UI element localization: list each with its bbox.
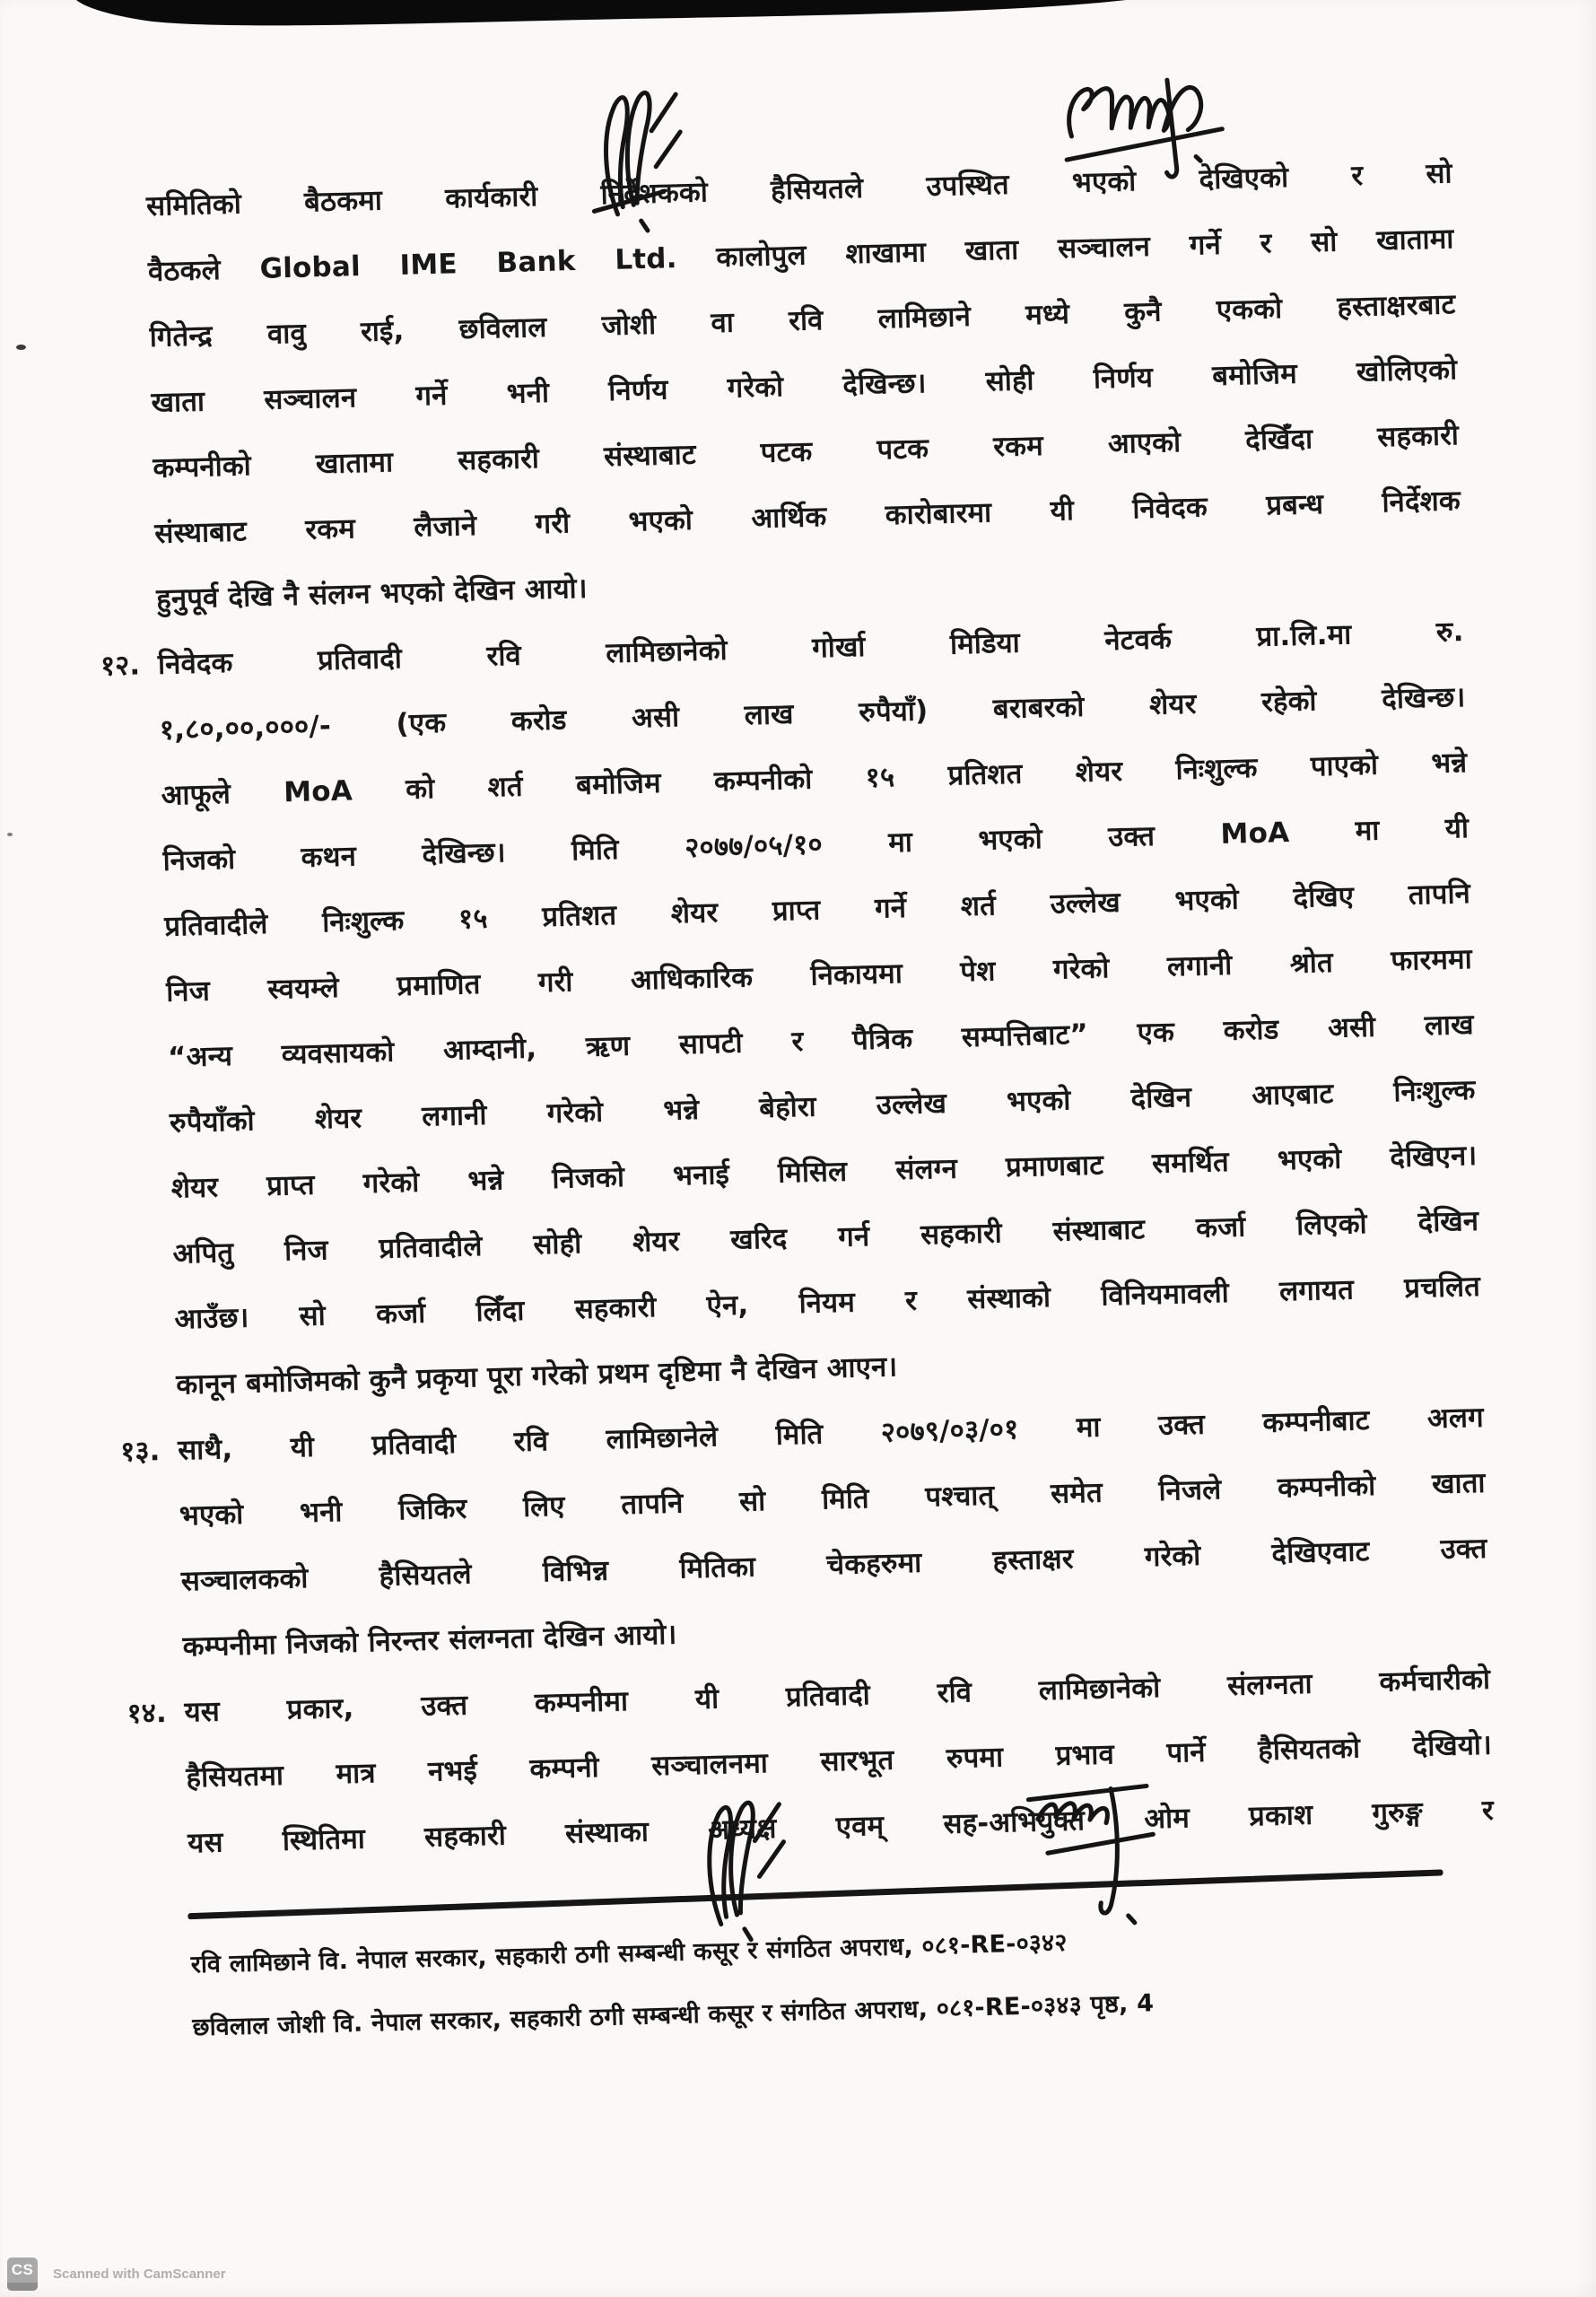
text-line: रवि लामिछाने वि. नेपाल सरकार, सहकारी ठगी सम्बन्धी कसूर र संगठित अपराध, ०८१-RE-०३४२: [190, 1928, 1068, 1979]
text-line: निज स्वयम्ले प्रमाणित गरी आधिकारिक निकायमा पेश गरेको लगानी श्रोत फारममा: [165, 942, 1473, 1009]
footer-citations: [190, 1901, 1503, 2060]
text-line: आफूले MoA को शर्त बमोजिम कम्पनीको १५ प्रतिशत शेयर निःशुल्क पाएको भन्ने: [161, 747, 1468, 812]
signature-scribble-top-right: [1059, 47, 1228, 189]
text-line: यस स्थितिमा सहकारी संस्थाका अध्यक्ष एवम् सह-अभियुक्त ओम प्रकाश गुरुङ्ग र: [187, 1794, 1495, 1860]
paragraph: [126, 1646, 1504, 1878]
text-line: निजको कथन देखिन्छ। मिति २०७७/०५/१० मा भएको उक्त MoA मा यी: [162, 812, 1470, 878]
paragraph: [119, 1385, 1498, 1682]
text-line: कम्पनीमा निजको निरन्तर संलग्नता देखिन आयो।: [182, 1618, 677, 1664]
paragraph-lines: [145, 141, 1462, 633]
paragraph: [100, 599, 1492, 1419]
text-line: सञ्चालकको हैसियतले विभिन्न मितिका चेकहरुमा हस्ताक्षर गरेको देखिएवाट उक्त: [180, 1532, 1487, 1598]
signature-scribble-footer-right: [1018, 1760, 1166, 1934]
text-line: संस्थाबाट रकम लैजाने गरी भएको आर्थिक कारोबारमा यी निवेदक प्रबन्ध निर्देशक: [153, 485, 1461, 550]
text-line: साथै, यी प्रतिवादी रवि लामिछानेले मिति २०७९/०३/०१ मा उक्त कम्पनीबाट अलग: [177, 1401, 1485, 1467]
text-line: निवेदक प्रतिवादी रवि लामिछानेको गोर्खा मिडिया नेटवर्क प्रा.लि.मा रु.: [157, 616, 1465, 681]
paragraph-number: १३.: [119, 1435, 161, 1469]
text-line: रुपैयाँको शेयर लगानी गरेको भन्ने बेहोरा उल्लेख भएको देखिन आएबाट निःशुल्क: [169, 1073, 1476, 1140]
text-line: वैठकले Global IME Bank Ltd. कालोपुल शाखामा खाता सञ्चालन गर्ने र सो खातामा: [147, 223, 1454, 289]
text-line: हुनुपूर्व देखि नै संलग्न भएको देखिन आयो।: [155, 572, 589, 616]
text-line: गितेन्द्र वावु राई, छविलाल जोशी वा रवि लामिछाने मध्ये कुनै एकको हस्ताक्षरबाट: [149, 288, 1456, 354]
text-line: प्रतिवादीले निःशुल्क १५ प्रतिशत शेयर प्राप्त गर्ने शर्त उल्लेख भएको देखिए तापनि: [163, 877, 1471, 943]
text-line: यस प्रकार, उक्त कम्पनीमा यी प्रतिवादी रवि लामिछानेको संलग्नता कर्मचारीको: [184, 1663, 1491, 1729]
paragraph-lines: [157, 599, 1483, 1419]
paragraph-number: १४.: [126, 1697, 168, 1731]
text-line: खाता सञ्चालन गर्ने भनी निर्णय गरेको देखिन्छ। सोही निर्णय बमोजिम खोलिएको: [151, 354, 1458, 420]
signature-scribble-footer-center: [678, 1788, 789, 1947]
ink-dot: [7, 833, 13, 836]
text-line: “अन्य व्यवसायको आम्दानी, ऋण सापटी र पैत्रिक सम्पत्तिबाट” एक करोड असी लाख: [167, 1008, 1475, 1074]
text-line: हैसियतमा मात्र नभई कम्पनी सञ्चालनमा सारभूत रुपमा प्रभाव पार्ने हैसियतको देखियो।: [185, 1728, 1493, 1795]
text-line: अपितु निज प्रतिवादीले सोही शेयर खरिद गर्न सहकारी संस्थाबाट कर्जा लिएको देखिन: [172, 1204, 1479, 1271]
text-line: समितिको बैठकमा कार्यकारी निर्देशकको हैसियतले उपस्थित भएको देखिएको र सो: [145, 157, 1453, 223]
camscanner-label: Scanned with CamScanner: [53, 2266, 226, 2282]
text-line: भएको भनी जिकिर लिए तापनि सो मिति पश्चात् समेत निजले कम्पनीको खाता: [179, 1466, 1487, 1533]
paragraph-number: १२.: [100, 649, 141, 683]
ink-dot: [16, 345, 26, 350]
paragraph: [88, 141, 1471, 634]
camscanner-watermark: [7, 2258, 226, 2291]
text-line: कम्पनीको खातामा सहकारी संस्थाबाट पटक पटक रकम आएको देखिँदा सहकारी: [153, 419, 1460, 485]
text-line: १,८०,००,०००/- (एक करोड असी लाख रुपैयाँ) बराबरको शेयर रहेको देखिन्छ।: [159, 681, 1466, 747]
camscanner-logo-icon: [7, 2258, 38, 2291]
text-line: छविलाल जोशी वि. नेपाल सरकार, सहकारी ठगी सम्बन्धी कसूर र संगठित अपराध, ०८१-RE-०३४३ पृष्ठ, 4: [192, 1989, 1155, 2042]
scan-edge-shadow: [0, 0, 1166, 36]
text-line: शेयर प्राप्त गरेको भन्ने निजको भनाई मिसिल संलग्न प्रमाणबाट समर्थित भएको देखिएन।: [170, 1139, 1478, 1205]
paragraph-lines: [177, 1385, 1489, 1681]
paragraph-lines: [184, 1647, 1495, 1877]
signature-scribble-top-center: [575, 78, 686, 237]
text-line: आउँछ। सो कर्जा लिँदा सहकारी ऐन, नियम र संस्थाको विनियमावली लगायत प्रचलित: [174, 1270, 1481, 1336]
text-line: कानून बमोजिमको कुनै प्रकृया पूरा गरेको प्रथम दृष्टिमा नै देखिन आएन।: [175, 1350, 898, 1402]
camscanner-logo-bar: [7, 2283, 38, 2291]
document-body: [88, 141, 1508, 2061]
camscanner-logo-text: CS: [11, 2261, 34, 2278]
